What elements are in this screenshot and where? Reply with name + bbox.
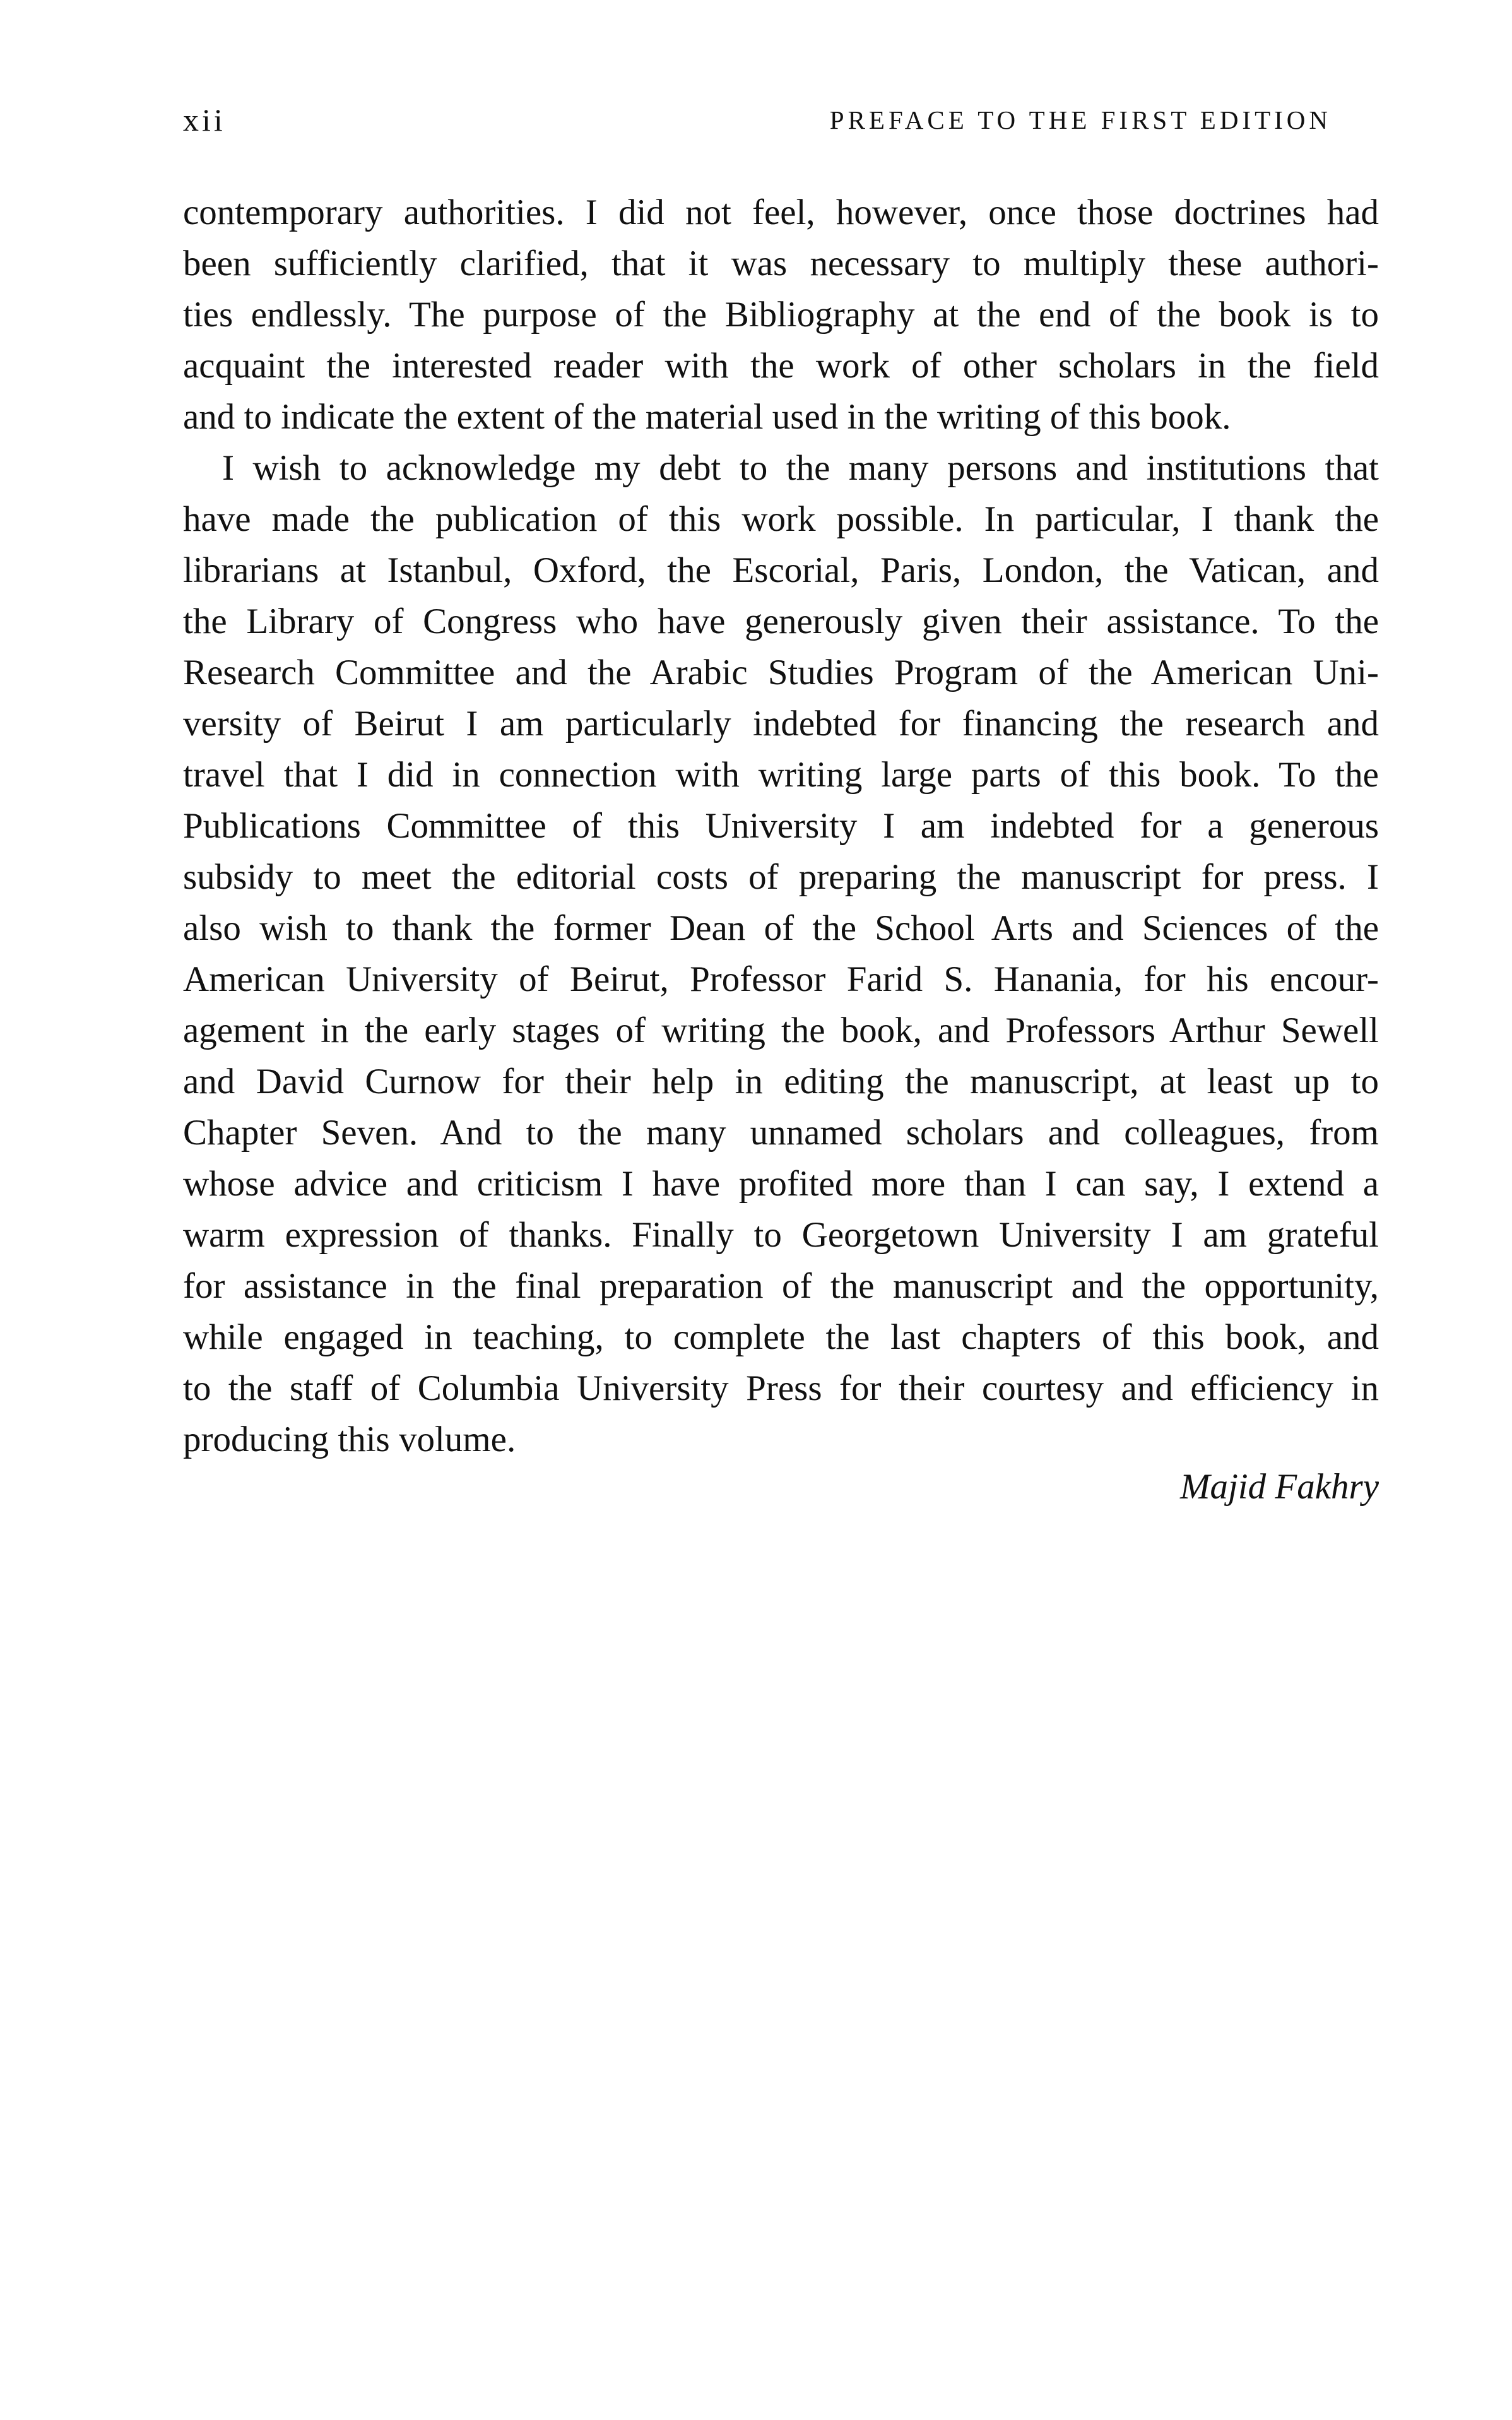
text-line: versity of Beirut I am particularly indebted for financing the research and	[183, 704, 1379, 744]
author-signature: Majid Fakhry	[1179, 1467, 1379, 1507]
text-line: agement in the early stages of writing the book, and Professors Arthur Sewell	[183, 1011, 1379, 1050]
text-line: subsidy to meet the editorial costs of preparing the manuscript for press. I	[183, 857, 1379, 897]
text-line: also wish to thank the former Dean of the School Arts and Sciences of the	[183, 908, 1379, 948]
paragraph-2	[183, 442, 1379, 1465]
text-line: and to indicate the extent of the material used in the writing of this book.	[183, 397, 1231, 437]
page-number: xii	[183, 102, 226, 138]
text-line: for assistance in the final preparation of the manuscript and the opportunity,	[183, 1266, 1379, 1306]
text-line: librarians at Istanbul, Oxford, the Escorial, Paris, London, the Vatican, and	[183, 550, 1379, 590]
text-line: producing this volume.	[183, 1420, 516, 1459]
text-line: travel that I did in connection with writing large parts of this book. To the	[183, 755, 1379, 795]
running-head-title: PREFACE TO THE FIRST EDITION	[829, 105, 1332, 134]
paragraph-1	[183, 187, 1379, 442]
text-line: been sufficiently clarified, that it was necessary to multiply these authori-	[183, 244, 1379, 283]
text-line: whose advice and criticism I have profited more than I can say, I extend a	[183, 1164, 1379, 1204]
text-line: I wish to acknowledge my debt to the many persons and institutions that	[222, 448, 1379, 488]
body-text	[183, 187, 1379, 1465]
text-line: warm expression of thanks. Finally to Georgetown University I am grateful	[183, 1215, 1379, 1255]
running-head	[183, 95, 1332, 145]
text-line: have made the publication of this work possible. In particular, I thank the	[183, 499, 1379, 539]
text-line: Research Committee and the Arabic Studies Program of the American Uni-	[183, 653, 1379, 692]
text-line: American University of Beirut, Professor Farid S. Hanania, for his encour-	[183, 959, 1379, 999]
text-line: Chapter Seven. And to the many unnamed scholars and colleagues, from	[183, 1113, 1379, 1153]
text-line: and David Curnow for their help in editing the manuscript, at least up to	[183, 1062, 1379, 1101]
text-line: acquaint the interested reader with the work of other scholars in the field	[183, 346, 1379, 386]
text-line: contemporary authorities. I did not feel, however, once those doctrines had	[183, 193, 1379, 232]
text-line: while engaged in teaching, to complete the last chapters of this book, and	[183, 1317, 1379, 1357]
text-line: Publications Committee of this University I am indebted for a generous	[183, 806, 1379, 846]
text-line: ties endlessly. The purpose of the Bibliography at the end of the book is to	[183, 295, 1379, 335]
text-line: to the staff of Columbia University Press for their courtesy and efficiency in	[183, 1368, 1379, 1408]
text-line: the Library of Congress who have generously given their assistance. To the	[183, 602, 1379, 641]
